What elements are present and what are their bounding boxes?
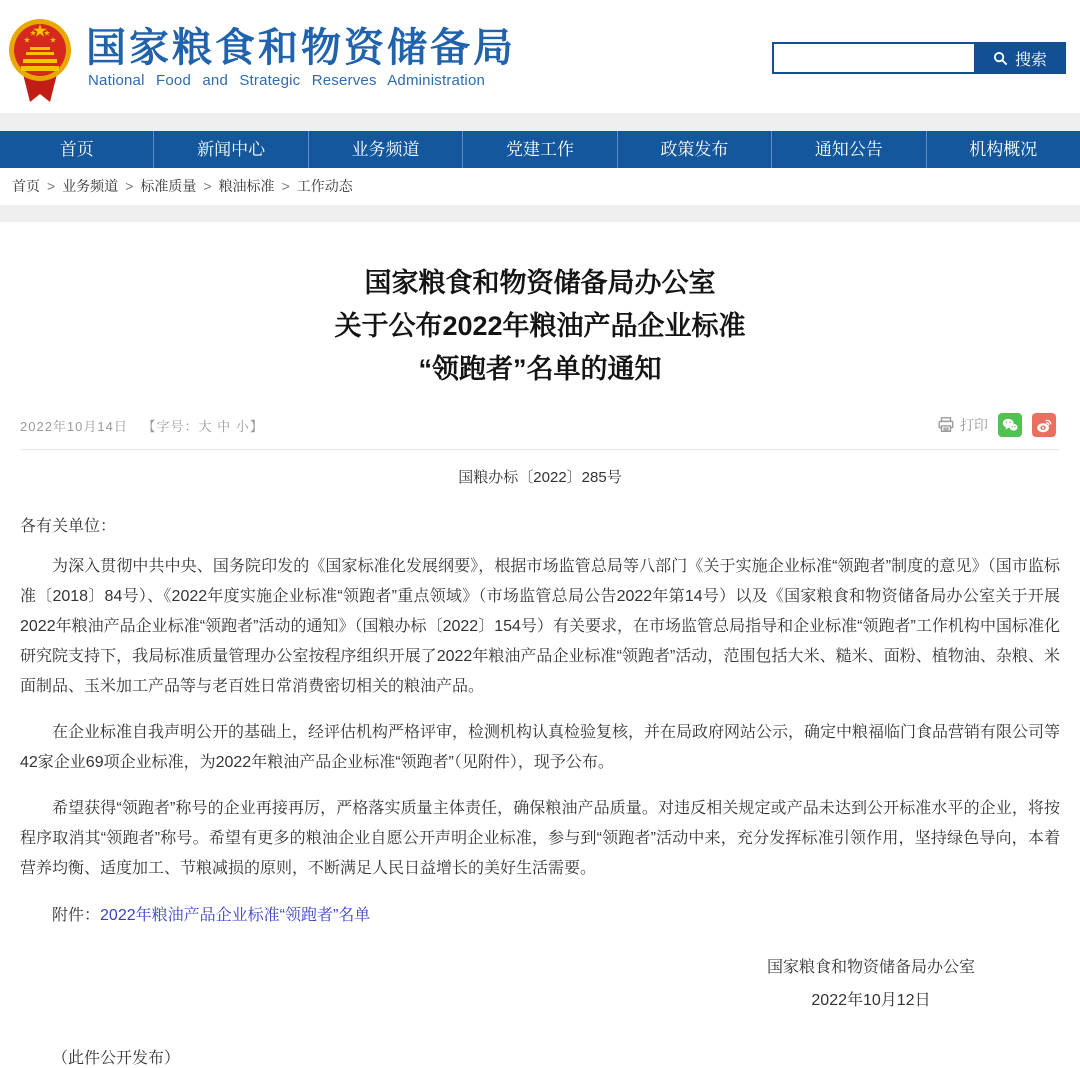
search-icon xyxy=(993,51,1008,66)
nav-item-policy[interactable]: 政策发布 xyxy=(618,131,772,168)
paragraph-3: 希望获得“领跑者”称号的企业再接再厉，严格落实质量主体责任，确保粮油产品质量。对违反相关规定或产品未达到公开标准水平的企业，将按程序取消其“领跑者”称号。希望有更多的粮油企业自愿公开声明企业标准，参与到“领跑者”活动中来，充分发挥标准引领作用，坚持绿色导向，本着营养均衡、适度加工、节粮减损的原则，不断满足人民日益增长的美好生活需要。 xyxy=(20,800,1060,877)
breadcrumb-work-updates[interactable]: 工作动态 xyxy=(296,178,353,194)
breadcrumb-standards-quality[interactable]: 标准质量 xyxy=(140,178,197,194)
header-divider-band xyxy=(0,113,1080,131)
salutation: 各有关单位： xyxy=(20,518,117,535)
attachment-link[interactable]: 2022年粮油产品企业标准“领跑者”名单 xyxy=(100,907,371,924)
search-input[interactable] xyxy=(772,42,974,74)
page-title-line3: “领跑者”名单的通知 xyxy=(418,354,662,384)
article-meta-bar xyxy=(20,413,1060,450)
breadcrumb-home[interactable]: 首页 xyxy=(12,178,40,194)
nav-item-about[interactable]: 机构概况 xyxy=(969,140,1038,159)
print-button[interactable] xyxy=(937,415,988,435)
breadcrumb-separator: > xyxy=(203,178,212,194)
attachment-label: 附件： xyxy=(52,907,101,924)
site-title-en: National Food and Strategic Reserves Administration xyxy=(88,72,486,89)
breadcrumb-business[interactable]: 业务频道 xyxy=(62,178,119,194)
nav-item-news[interactable]: 新闻中心 xyxy=(154,131,308,168)
public-release-note: （此件公开发布） xyxy=(52,1050,181,1067)
search-button[interactable] xyxy=(974,42,1066,74)
article-meta-left xyxy=(20,416,264,435)
signature-org: 国家粮食和物资储备局办公室 xyxy=(766,959,975,976)
site-header xyxy=(0,0,1080,113)
page-title-line1: 国家粮食和物资储备局办公室 xyxy=(364,268,716,298)
breadcrumb-separator: > xyxy=(125,178,134,194)
paragraph-1: 为深入贯彻中共中央、国务院印发的《国家标准化发展纲要》，根据市场监管总局等八部门《关于实施企业标准“领跑者”制度的意见》（国市监标准〔2018〕84号）、《2022年度实施企业标准“领跑者”重点领域》（市场监管总局公告2022年第14号）以及《国家粮食和物资储备局办公室关于开展2022年粮油产品企业标准“领跑者”活动的通知》（国粮办标〔2022〕154号）有关要求，在市场监管总局指导和企业标准“领跑者”工作机构中国标准化研究院支持下，我局标准质量管理办公室按程序组织开展了2022年粮油产品企业标准“领跑者”活动，范围包括大米、糙米、面粉、植物油、杂粮、米面制品、玉米加工产品等与老百姓日常消费密切相关的粮油产品。 xyxy=(20,558,1060,695)
nav-item-business[interactable]: 业务频道 xyxy=(309,131,463,168)
nav-item-notice[interactable]: 通知公告 xyxy=(772,131,926,168)
page-title xyxy=(20,222,1060,391)
font-size-control[interactable]: 【字号：大 中 小】 xyxy=(142,418,264,434)
content-divider-band xyxy=(0,205,1080,222)
share-wechat-button[interactable] xyxy=(998,413,1022,437)
nav-item-party[interactable]: 党建工作 xyxy=(463,131,617,168)
nav-item-home[interactable]: 首页 xyxy=(0,131,154,168)
site-title-zh: 国家粮食和物资储备局 xyxy=(86,26,516,70)
main-nav xyxy=(0,131,1080,168)
article-meta-right xyxy=(937,413,1060,437)
attachment-row xyxy=(20,902,1060,925)
breadcrumb-grain-oil-standards[interactable]: 粮油标准 xyxy=(218,178,275,194)
signature-block xyxy=(20,951,1060,1017)
breadcrumb-separator: > xyxy=(47,178,56,194)
paragraph-2: 在企业标准自我声明公开的基础上，经评估机构严格评审，检测机构认真检验复核，并在局政府网站公示，确定中粮福临门食品营销有限公司等42家企业69项企业标准，为2022年粮油产品企业标准“领跑者”（见附件），现予公布。 xyxy=(20,724,1061,771)
signature-date: 2022年10月12日 xyxy=(811,992,931,1009)
search-button-label: 搜索 xyxy=(1014,51,1047,69)
printer-icon xyxy=(937,416,955,434)
weibo-icon xyxy=(1035,416,1053,434)
page-title-line2: 关于公布2022年粮油产品企业标准 xyxy=(334,311,746,341)
breadcrumb xyxy=(0,168,1080,205)
print-label: 打印 xyxy=(960,417,988,433)
site-logo[interactable] xyxy=(8,12,72,106)
publish-date: 2022年10月14日 xyxy=(20,418,128,434)
article-card xyxy=(0,222,1080,1068)
wechat-icon xyxy=(1001,416,1019,434)
search-box xyxy=(772,42,1066,74)
national-emblem-icon xyxy=(8,93,72,110)
document-number: 国粮办标〔2022〕285号 xyxy=(458,469,622,486)
breadcrumb-separator: > xyxy=(281,178,290,194)
share-weibo-button[interactable] xyxy=(1032,413,1056,437)
